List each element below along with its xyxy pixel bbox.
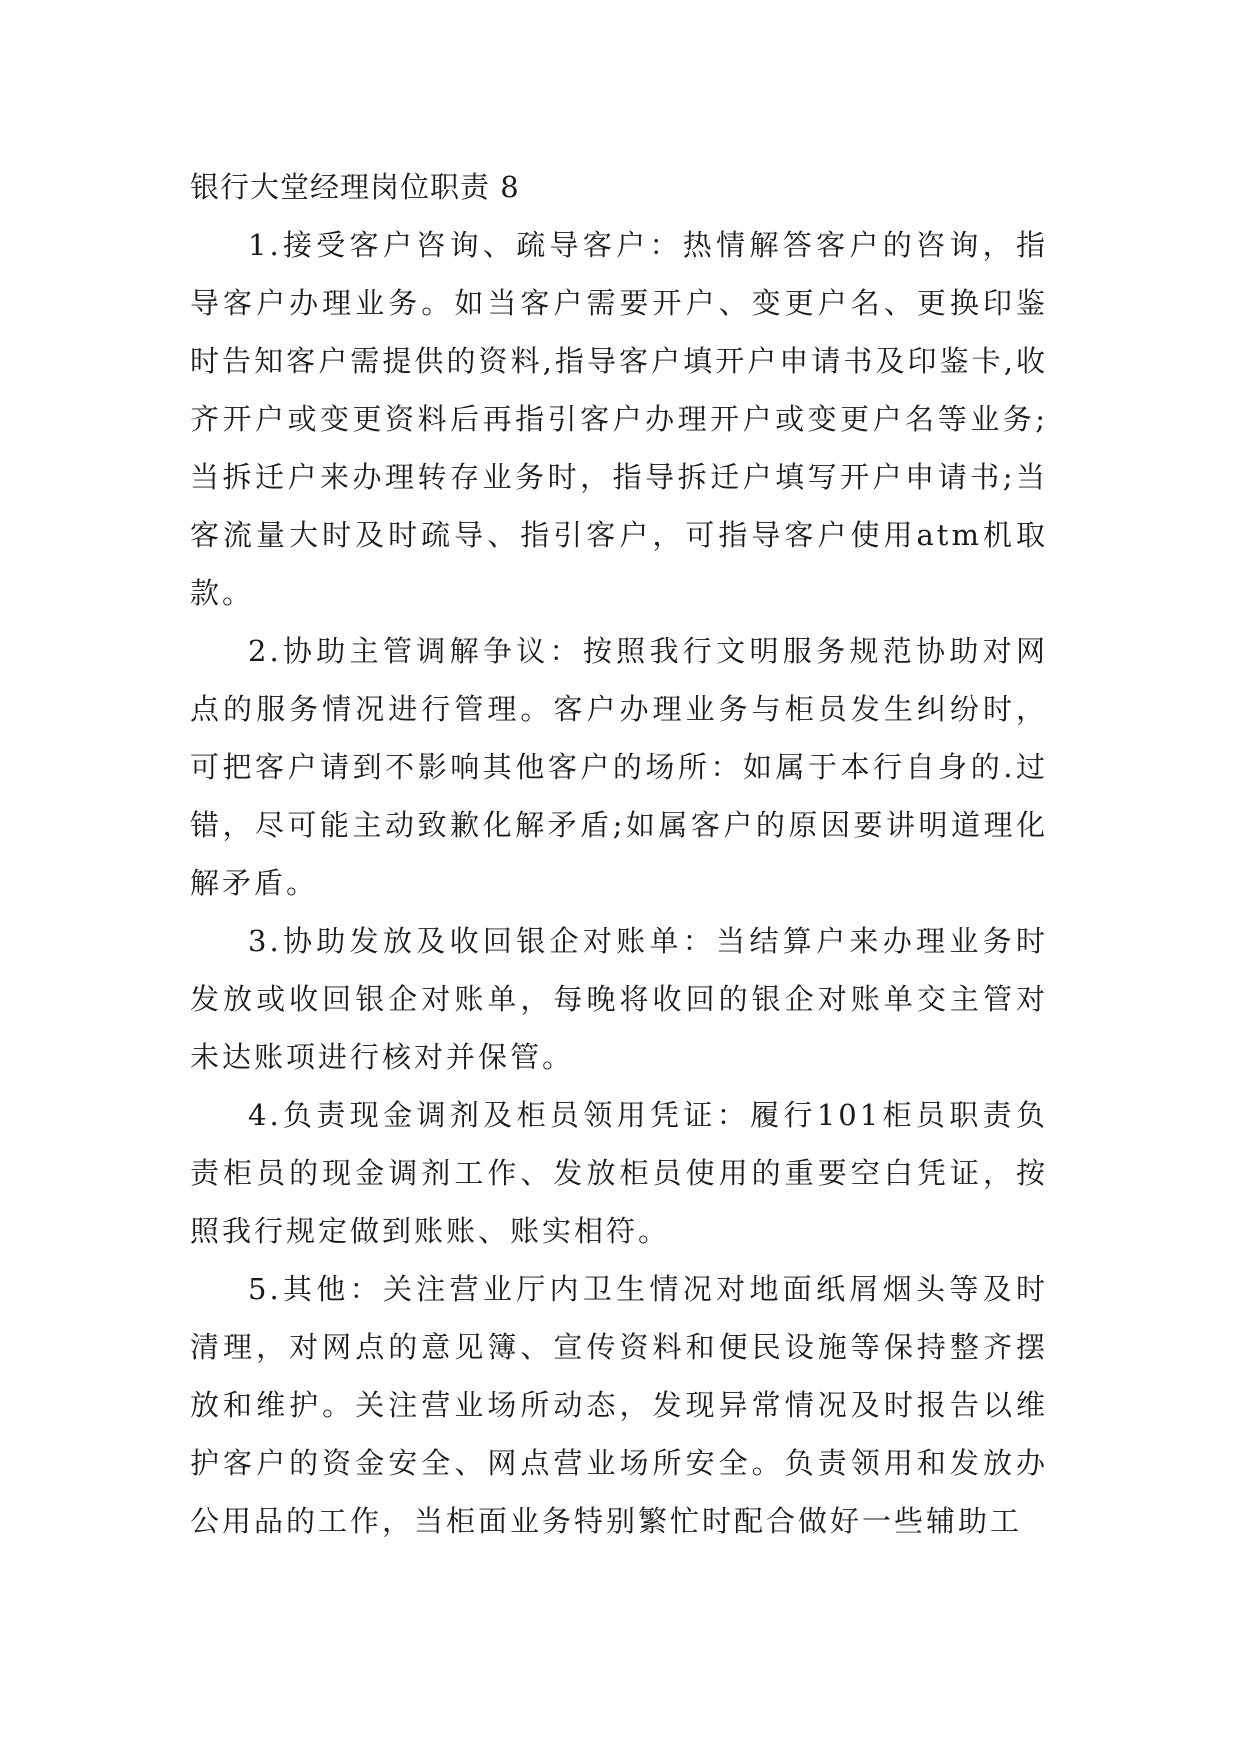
paragraph-5: 5.其他：关注营业厅内卫生情况对地面纸屑烟头等及时清理，对网点的意见簿、宣传资料和便民设施等保持整齐摆放和维护。关注营业场所动态，发现异常情况及时报告以维护客户的资金安全、网点营业场所安全。负责领用和发放办公用品的工作，当柜面业务特别繁忙时配合做好一些辅助工 (190, 1272, 1048, 1538)
document-page (190, 158, 1048, 1550)
paragraph-2: 2.协助主管调解争议：按照我行文明服务规范协助对网点的服务情况进行管理。客户办理业务与柜员发生纠纷时，可把客户请到不影响其他客户的场所：如属于本行自身的.过错，尽可能主动致歉化解矛盾;如属客户的原因要讲明道理化解矛盾。 (190, 634, 1048, 900)
document-title: 银行大堂经理岗位职责 8 (190, 170, 520, 204)
paragraph-1: 1.接受客户咨询、疏导客户：热情解答客户的咨询，指导客户办理业务。如当客户需要开户、变更户名、更换印鉴时告知客户需提供的资料,指导客户填开户申请书及印鉴卡,收齐开户或变更资料后再指引客户办理开户或变更户名等业务;当拆迁户来办理转存业务时，指导拆迁户填写开户申请书;当客流量大时及时疏导、指引客户，可指导客户使用atm机取款。 (190, 228, 1048, 610)
paragraph-4: 4.负责现金调剂及柜员领用凭证：履行101柜员职责负责柜员的现金调剂工作、发放柜员使用的重要空白凭证，按照我行规定做到账账、账实相符。 (190, 1098, 1048, 1248)
paragraph-3: 3.协助发放及收回银企对账单：当结算户来办理业务时发放或收回银企对账单，每晚将收回的银企对账单交主管对未达账项进行核对并保管。 (190, 924, 1048, 1074)
